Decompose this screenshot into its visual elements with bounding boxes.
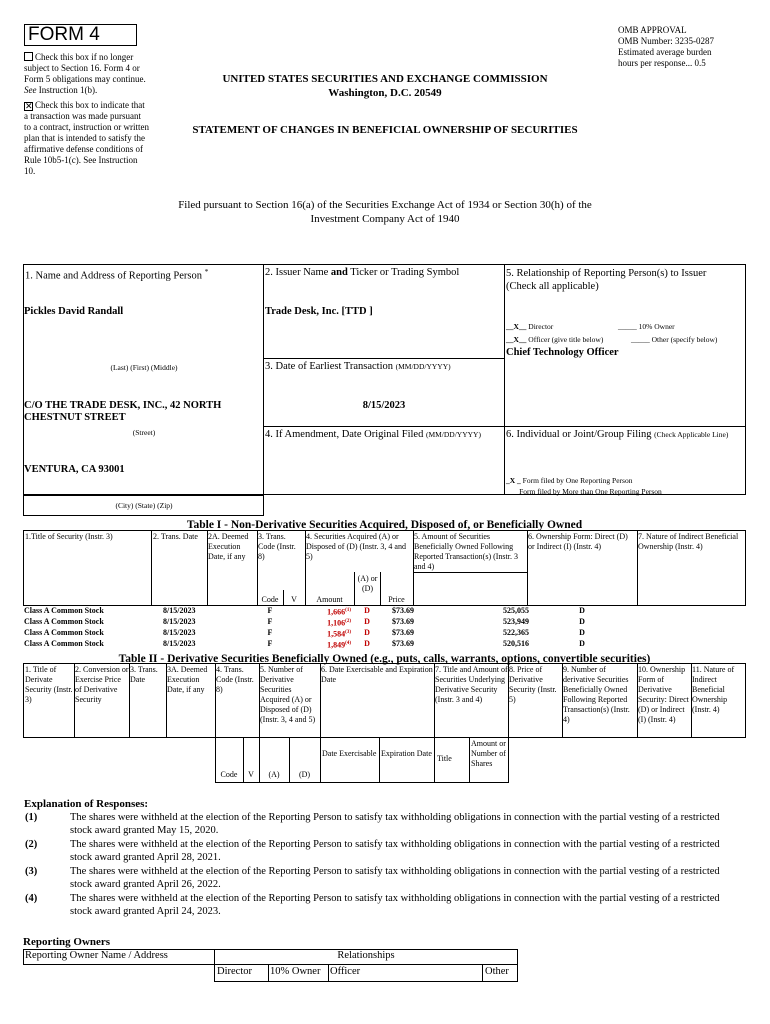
other-mark: _____	[631, 335, 650, 344]
divider	[23, 515, 264, 516]
omb-approval	[618, 25, 758, 69]
box5-sublabel: (Check all applicable)	[506, 281, 599, 292]
agency-name: UNITED STATES SECURITIES AND EXCHANGE COMMISSION	[222, 73, 548, 85]
divider	[263, 264, 264, 515]
check1-text: Check this box if no longer subject to Section 16. Form 4 or Form 5 obligations may continue.	[24, 52, 146, 84]
owners-col-other: Other	[485, 966, 509, 977]
row-amount-value: 1,666	[327, 607, 346, 617]
city-caption: (City) (State) (Zip)	[115, 501, 173, 510]
divider	[413, 572, 527, 573]
t1-col7: 7. Nature of Indirect Beneficial Ownership (Instr. 4)	[638, 532, 739, 551]
row-footnote[interactable]: (3)	[345, 630, 351, 635]
relationship-officer[interactable]	[506, 335, 603, 344]
issuer-name: Trade Desk, Inc. [TTD ]	[265, 306, 373, 317]
t2-sub-code: Code	[220, 770, 238, 779]
earliest-transaction-date: 8/15/2023	[362, 400, 406, 411]
row-ad: D	[364, 606, 370, 615]
t1-col2a: 2A. Deemed Execution Date, if any	[208, 532, 249, 561]
check-10b5-1[interactable]	[24, 100, 149, 177]
explanation-num: (3)	[25, 866, 38, 877]
box2-label-b: Ticker or Trading Symbol	[350, 267, 460, 278]
reporting-person-name: Pickles David Randall	[24, 306, 124, 317]
row-date: 8/15/2023	[163, 639, 196, 648]
explanation-text: The shares were withheld at the election of the Reporting Person to satisfy tax withholding obligations in connection with the partial vesting of a restricted stock award granted April 28, 2021.	[70, 839, 720, 863]
row-price: $73.69	[392, 628, 414, 637]
t2-sub-a: (A)	[268, 770, 280, 779]
tenpct-label: 10% Owner	[638, 322, 675, 331]
line2-label: Form filed by More than One Reporting Person	[519, 487, 662, 496]
divider	[263, 426, 746, 427]
row-ad: D	[364, 617, 370, 626]
officer-label: Officer (give title below)	[528, 335, 604, 344]
name-caption: (Last) (First) (Middle)	[110, 363, 178, 372]
line2-mark: ___	[506, 487, 518, 496]
box5-label	[506, 267, 744, 293]
t1-col5: 5. Amount of Securities Beneficially Owned Following Reported Transaction(s) (Instr. 3 and 4)	[414, 532, 518, 571]
box3-label-fmt: (MM/DD/YYYY)	[395, 362, 451, 371]
line1-label: Form filed by One Reporting Person	[522, 476, 633, 485]
t2-col3: 3. Trans. Date	[130, 665, 158, 684]
owners-table-bottom	[214, 964, 518, 982]
row-title: Class A Common Stock	[24, 639, 104, 648]
street-caption: (Street)	[132, 428, 156, 437]
t1-sub-amount: Amount	[316, 595, 343, 604]
divider	[504, 264, 505, 495]
box6-label-check: (Check Applicable Line)	[654, 430, 729, 439]
row-ad: D	[364, 628, 370, 637]
owners-col-tenpct: 10% Owner	[270, 966, 321, 977]
divider	[263, 358, 505, 359]
row-owned: 520,516	[503, 639, 529, 648]
row-code: F	[267, 617, 273, 626]
row-amount-value: 1,849	[327, 640, 346, 650]
row-owned: 522,365	[503, 628, 529, 637]
row-amount	[305, 628, 351, 640]
row-date: 8/15/2023	[163, 606, 196, 615]
t2-sub-amount: Amount or Number of Shares	[471, 739, 506, 768]
explanation-num: (4)	[25, 893, 38, 904]
t2-col5: 5. Number of Derivative Securities Acquired (A) or Disposed of (D) (Instr. 3, 4 and 5)	[260, 665, 316, 724]
officer-title: Chief Technology Officer	[506, 347, 619, 358]
relationship-director[interactable]	[506, 322, 553, 331]
t2-col11: 11. Nature of Indirect Beneficial Ownership (Instr. 4)	[692, 665, 735, 714]
explanation-heading: Explanation of Responses:	[24, 798, 149, 810]
t2-sub-date-ex: Date Exercisable	[322, 749, 377, 758]
reporting-person-address: C/O THE TRADE DESK, INC., 42 NORTH CHESTNUT STREET	[24, 400, 222, 423]
divider	[434, 738, 435, 782]
row-form: D	[579, 617, 585, 626]
checkbox-unchecked-icon[interactable]	[24, 52, 33, 61]
box5-label-text: 5. Relationship of Reporting Person(s) to Issuer	[506, 268, 707, 279]
row-form: D	[579, 639, 585, 648]
row-owned: 523,949	[503, 617, 529, 626]
box2-label	[265, 267, 459, 279]
check1-see: See	[24, 85, 37, 95]
omb-number: OMB Number: 3235-0287	[618, 36, 714, 46]
divider	[482, 964, 483, 982]
row-amount	[305, 617, 351, 629]
director-label: Director	[528, 322, 554, 331]
explanation-text: The shares were withheld at the election of the Reporting Person to satisfy tax withholding obligations in connection with the partial vesting of a restricted stock award granted May 15, 2020.	[70, 812, 720, 836]
form-title: FORM 4	[28, 24, 100, 45]
row-amount-value: 1,106	[327, 618, 346, 628]
row-price: $73.69	[392, 606, 414, 615]
divider	[215, 782, 509, 783]
row-date: 8/15/2023	[163, 628, 196, 637]
t2-sub-title: Title	[437, 754, 452, 763]
divider	[320, 738, 321, 782]
t1-sub-price: Price	[388, 595, 405, 604]
t2-sub-exp: Expiration Date	[381, 749, 432, 758]
reporting-person-city: VENTURA, CA 93001	[24, 464, 125, 475]
line1-mark: _X _	[506, 476, 521, 485]
row-owned: 525,055	[503, 606, 529, 615]
row-amount	[305, 606, 351, 618]
row-price: $73.69	[392, 617, 414, 626]
agency-location: Washington, D.C. 20549	[328, 87, 442, 99]
t2-col8: 8. Price of Derivative Security (Instr. 5)	[509, 665, 557, 704]
explanation-text: The shares were withheld at the election of the Reporting Person to satisfy tax withholding obligations in connection with the partial vesting of a restricted stock award granted April 26, 2022.	[70, 866, 720, 890]
t2-sub-v: V	[248, 770, 254, 779]
director-mark: __X__	[506, 322, 527, 331]
t1-sub-code: Code	[261, 595, 279, 604]
table1-title: Table I - Non-Derivative Securities Acquired, Disposed of, or Beneficially Owned	[186, 519, 583, 531]
other-label: Other (specify below)	[651, 335, 718, 344]
t1-sub-aord: (A) or (D)	[357, 574, 378, 593]
tenpct-mark: _____	[618, 322, 637, 331]
box4-label-text: 4. If Amendment, Date Original Filed	[265, 429, 424, 440]
row-code: F	[267, 606, 273, 615]
table2-title: Table II - Derivative Securities Beneficially Owned (e.g., puts, calls, warrants, options, convertible securities)	[118, 653, 651, 665]
row-form: D	[579, 606, 585, 615]
t2-col4: 4. Trans. Code (Instr. 8)	[216, 665, 254, 694]
t1-col4: 4. Securities Acquired (A) or Disposed of (D) (Instr. 3, 4 and 5)	[306, 532, 406, 561]
row-title: Class A Common Stock	[24, 617, 104, 626]
omb-approval-title: OMB APPROVAL	[618, 25, 687, 35]
filing-one-person[interactable]	[506, 476, 632, 485]
check1-instruction: Instruction 1(b).	[38, 85, 98, 95]
box1-label	[25, 267, 208, 283]
check-no-longer-subject[interactable]	[24, 52, 149, 96]
row-ad: D	[364, 639, 370, 648]
divider	[508, 738, 509, 782]
explanation-text: The shares were withheld at the election of the Reporting Person to satisfy tax withholding obligations in connection with the partial vesting of a restricted stock award granted April 24, 2023.	[70, 893, 720, 917]
t2-col10: 10. Ownership Form of Derivative Security: Direct (D) or Indirect (I) (Instr. 4)	[638, 665, 689, 724]
box4-label	[265, 429, 481, 441]
reporting-owners-heading: Reporting Owners	[23, 936, 111, 948]
t2-col6: 6. Date Exercisable and Expiration Date	[321, 665, 433, 684]
t1-col6: 6. Ownership Form: Direct (D) or Indirect (I) (Instr. 4)	[528, 532, 628, 551]
row-amount-value: 1,584	[327, 629, 346, 639]
check2-text: Check this box to indicate that a transaction was made pursuant to a contract, instruction or written plan that is intended to satisfy the affirmative defense conditions of Rule 10b5-1(c). See Instruction 10.	[24, 100, 149, 176]
row-footnote[interactable]: (1)	[345, 608, 351, 613]
filing-multiple-persons[interactable]	[506, 487, 662, 496]
row-title: Class A Common Stock	[24, 628, 104, 637]
t2-col1: 1. Title of Derivate Security (Instr. 3)	[25, 665, 73, 704]
t2-sub-d: (D)	[298, 770, 311, 779]
t1-sub-v: V	[291, 595, 297, 604]
omb-hours: hours per response... 0.5	[618, 58, 706, 68]
divider	[379, 738, 380, 782]
top-grid	[23, 264, 746, 495]
t2-col9: 9. Number of derivative Securities Beneficially Owned Following Reported Transaction(s) (Instr. 4)	[563, 665, 630, 724]
t1-col1: 1.Title of Security (Instr. 3)	[25, 532, 113, 541]
box1-label-text: 1. Name and Address of Reporting Person	[25, 270, 203, 282]
owners-col-officer: Officer	[330, 966, 361, 977]
relationship-10pct[interactable]	[618, 322, 675, 331]
divider	[328, 964, 329, 982]
filed-pursuant: Filed pursuant to Section 16(a) of the Securities Exchange Act of 1934 or Section 30(h) of the Investment Company Act of 1940	[178, 199, 592, 225]
row-title: Class A Common Stock	[24, 606, 104, 615]
box6-label-text: 6. Individual or Joint/Group Filing	[506, 429, 652, 440]
owners-col-relationships: Relationships	[337, 950, 395, 961]
row-price: $73.69	[392, 639, 414, 648]
row-footnote[interactable]: (2)	[345, 619, 351, 624]
row-date: 8/15/2023	[163, 617, 196, 626]
box3-label	[265, 361, 451, 373]
t2-col2: 2. Conversion or Exercise Price of Derivative Security	[75, 665, 129, 704]
row-code: F	[267, 639, 273, 648]
box2-label-and: and	[330, 267, 348, 278]
owners-col-director: Director	[217, 966, 252, 977]
box6-label	[506, 429, 744, 441]
statement-title: STATEMENT OF CHANGES IN BENEFICIAL OWNERSHIP OF SECURITIES	[192, 124, 578, 136]
divider	[268, 964, 269, 982]
row-code: F	[267, 628, 273, 637]
row-footnote[interactable]: (4)	[345, 641, 351, 646]
row-form: D	[579, 628, 585, 637]
officer-mark: __X__	[506, 335, 527, 344]
box1-label-star: *	[204, 267, 209, 276]
omb-burden: Estimated average burden	[618, 47, 712, 57]
box4-label-fmt: (MM/DD/YYYY)	[425, 430, 481, 439]
box2-label-a: 2. Issuer Name	[265, 267, 329, 278]
t2-col7: 7. Title and Amount of Securities Underlying Derivative Security (Instr. 3 and 4)	[435, 665, 508, 704]
checkbox-checked-icon[interactable]: ✕	[25, 101, 33, 111]
t1-col3: 3. Trans. Code (Instr. 8)	[258, 532, 296, 561]
row-amount	[305, 639, 351, 651]
explanation-num: (2)	[25, 839, 38, 850]
relationship-other[interactable]	[631, 335, 717, 344]
t2-col3a: 3A. Deemed Execution Date, if any	[167, 665, 208, 694]
divider	[23, 495, 264, 496]
divider	[151, 530, 152, 606]
explanation-num: (1)	[25, 812, 38, 823]
owners-col-name: Reporting Owner Name / Address	[25, 950, 168, 961]
box3-label-text: 3. Date of Earliest Transaction	[265, 361, 394, 372]
t1-col2: 2. Trans. Date	[153, 532, 198, 541]
divider	[469, 738, 470, 782]
